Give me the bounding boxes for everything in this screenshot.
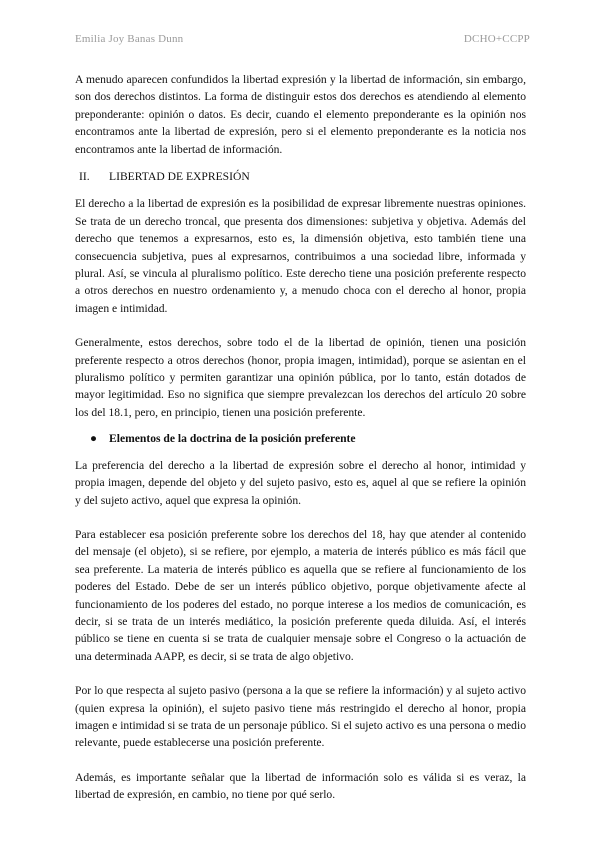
paragraph-subjects: Por lo que respecta al sujeto pasivo (persona a la que se refiere la información) y al sujeto activo (quien expresa la opinión), el sujeto pasivo tiene más restringido el derecho al honor, propia imagen e intimidad si se trata de un personaje público. Si el sujeto activo es una persona o medio relevante, puede establecerse una posición preferente. <box>75 684 526 750</box>
paragraph-veracity: Además, es importante señalar que la libertad de información solo es válida si es veraz, la libertad de expresión, en cambio, no tiene por qué serlo. <box>75 770 526 802</box>
paragraph-definition: El derecho a la libertad de expresión es la posibilidad de expresar libremente nuestras opiniones. Se trata de un derecho troncal, que presenta dos dimensiones: subjetiva y objetiva. Además del derecho que tenemos a expresarnos, esto es, la dimensión objetiva, esto también tiene una consecuencia subjetiva, pues al expresarnos, contribuimos a una sociedad libre, informada y plural. Así, se vincula al pluralismo político. Este derecho tiene una posición preferente respecto a otros derechos en nuestro ordenamiento y, a menudo choca con el derecho al honor, propia imagen e intimidad. <box>75 197 526 315</box>
bullet-dot-icon: ● <box>90 432 98 446</box>
section-title: LIBERTAD DE EXPRESIÓN <box>109 170 250 184</box>
paragraph-intro: A menudo aparecen confundidos la libertad expresión y la libertad de información, sin embargo, son dos derechos distintos. La forma de distinguir estos dos derechos es atendiendo al elemento preponderante: opinión o datos. Es decir, cuando el elemento preponderante es la opinión nos encontramos ante la libertad de expresión, pero si el elemento preponderante es la noticia nos encontramos ante la libertad de información. <box>75 73 526 156</box>
section-number: II. <box>79 170 90 184</box>
section-heading <box>75 168 526 185</box>
header-author: Emilia Joy Banas Dunn <box>75 33 184 45</box>
document-body <box>75 71 526 804</box>
bullet-heading <box>75 430 526 447</box>
paragraph-preference: La preferencia del derecho a la libertad de expresión sobre el derecho al honor, intimidad y propia imagen, depende del objeto y del sujeto pasivo, esto es, aquel al que se refiere la opinión y del sujeto activo, aquel que expresa la opinión. <box>75 458 526 507</box>
bullet-heading-text: Elementos de la doctrina de la posición preferente <box>109 432 356 446</box>
paragraph-public-interest: Para establecer esa posición preferente sobre los derechos del 18, hay que atender al contenido del mensaje (el objeto), si se refiere, por ejemplo, a materia de interés público es más fácil que sea preferente. La materia de interés público es aquella que se refiere al funcionamiento de los poderes del Estado. Debe de ser un interés público objetivo, porque objetivamente afecte al funcionamiento de los poderes del estado, no porque interese a los medios de comunicación, es decir, si se trata de un interés mediático, la posición preferente queda diluida. Así, el interés público se tiene en cuenta si se trata de cualquier mensaje sobre el Congreso o la actuación de una determinada AAPP, es decir, si se trata de algo objetivo. <box>75 527 526 663</box>
header-course: DCHO+CCPP <box>463 33 530 45</box>
paragraph-preferred-position: Generalmente, estos derechos, sobre todo el de la libertad de opinión, tienen una posición preferente respecto a otros derechos (honor, propia imagen, intimidad), porque se asientan en el pluralismo político y permiten garantizar una opinión pública, por lo tanto, están dotados de mayor legitimidad. Eso no significa que siempre prevalezcan los derechos del artículo 20 sobre los del 18.1, pero, en principio, tienen una posición preferente. <box>75 336 526 419</box>
